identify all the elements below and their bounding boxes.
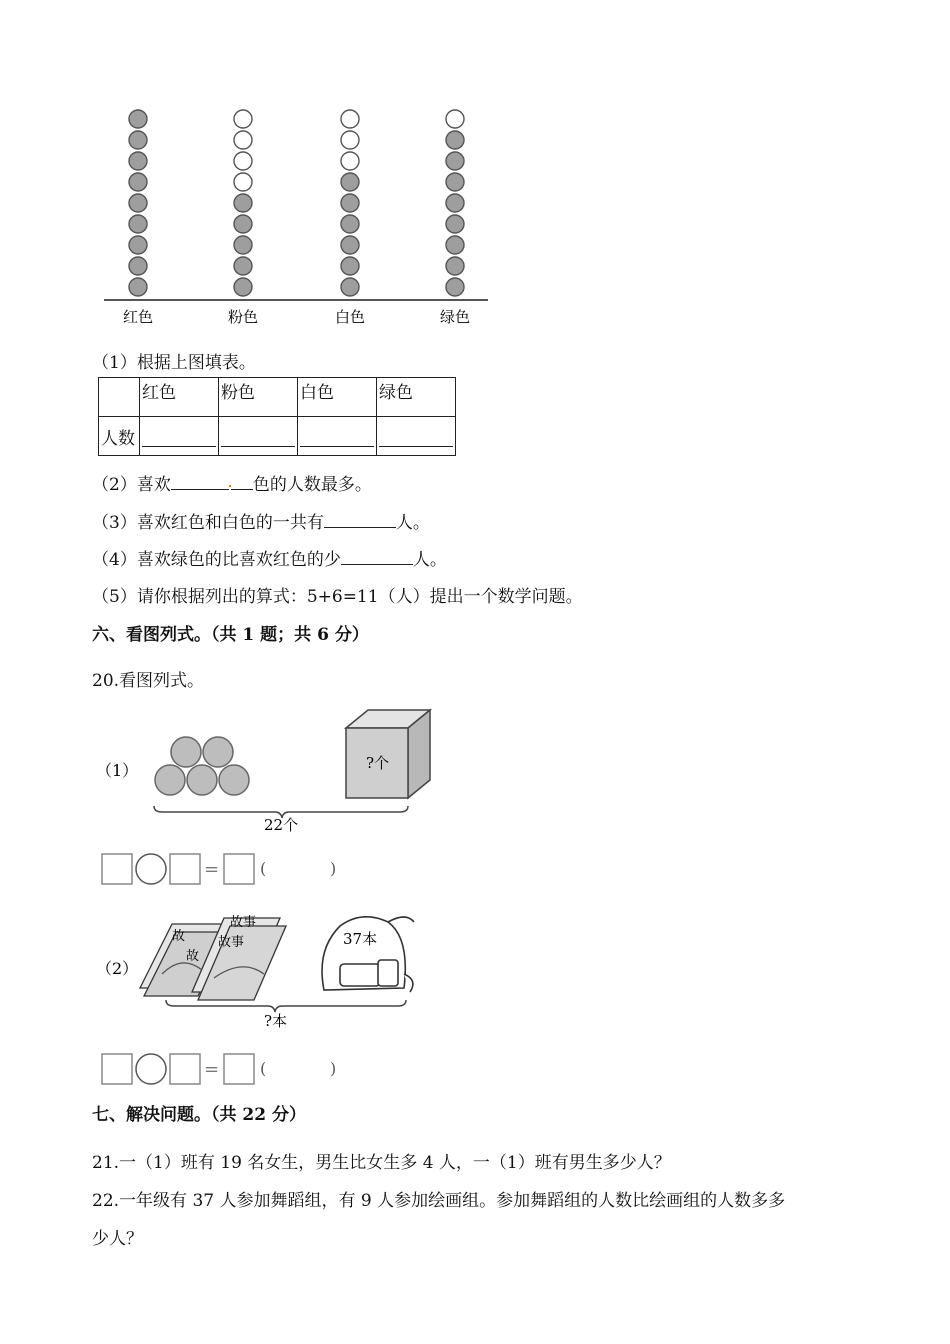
answer-box[interactable] xyxy=(170,854,200,884)
bead-filled xyxy=(446,131,464,149)
q19-part2 xyxy=(92,470,372,495)
equals-sign: = xyxy=(204,859,220,880)
bead-filled xyxy=(341,215,359,233)
box-label: ?个 xyxy=(366,754,390,772)
bead-filled xyxy=(341,194,359,212)
figure-2 xyxy=(92,904,452,1090)
bead-filled xyxy=(129,257,147,275)
bead-filled xyxy=(234,257,252,275)
table-row-label: 人数 xyxy=(99,417,140,456)
bead-filled xyxy=(129,194,147,212)
answer-box[interactable] xyxy=(224,1054,254,1084)
bead-filled xyxy=(446,215,464,233)
bead-filled xyxy=(234,236,252,254)
q19-part4-text: （4）喜欢绿色的比喜欢红色的少 xyxy=(92,550,341,570)
section6-heading: 六、看图列式。（共 1 题；共 6 分） xyxy=(92,625,369,645)
answer-blank-2b[interactable] xyxy=(231,475,253,490)
total-label: ?本 xyxy=(264,1012,288,1030)
answer-box[interactable] xyxy=(170,1054,200,1084)
ball xyxy=(219,765,249,795)
bead-filled xyxy=(341,257,359,275)
bead-filled xyxy=(446,194,464,212)
bead-empty xyxy=(446,110,464,128)
backpack-label: 37本 xyxy=(343,930,378,948)
answer-blank-4[interactable] xyxy=(341,550,413,565)
answer-cell-white[interactable] xyxy=(298,417,377,456)
bead-filled xyxy=(341,173,359,191)
book-title-2: 故 xyxy=(172,929,186,944)
figure-1 xyxy=(92,706,452,896)
q19-part1: （1）根据上图填表。 xyxy=(92,353,256,373)
category-label: 粉色 xyxy=(227,308,259,326)
bead-chart xyxy=(100,98,492,330)
figure1-label: （1） xyxy=(96,761,139,780)
bead-filled xyxy=(129,236,147,254)
answer-cell-red[interactable] xyxy=(140,417,219,456)
bead-filled xyxy=(341,278,359,296)
close-paren: ) xyxy=(330,859,337,878)
figure2-label: （2） xyxy=(96,959,139,978)
bead-empty xyxy=(234,110,252,128)
answer-cell-pink[interactable] xyxy=(219,417,298,456)
bead-filled xyxy=(129,278,147,296)
total-brace xyxy=(166,1000,406,1012)
bead-filled xyxy=(234,278,252,296)
operator-circle[interactable] xyxy=(136,854,166,884)
bead-empty xyxy=(341,110,359,128)
q19-part2-text: （2）喜欢 xyxy=(92,475,171,495)
q19-part3-tail: 人。 xyxy=(395,513,430,533)
equals-sign: = xyxy=(204,1059,220,1080)
category-label: 红色 xyxy=(122,308,154,326)
bead-filled xyxy=(129,110,147,128)
bead-filled xyxy=(129,131,147,149)
book-title-3: 故事 xyxy=(218,935,245,950)
fill-table xyxy=(98,377,456,456)
q19-part4 xyxy=(92,545,447,570)
book-title-4: 故 xyxy=(186,949,200,964)
bead-filled xyxy=(446,236,464,254)
bead-empty xyxy=(234,152,252,170)
ball xyxy=(203,737,233,767)
table-header-red: 红色 xyxy=(140,378,219,417)
book-stack xyxy=(140,918,286,1000)
answer-blank-2[interactable] xyxy=(171,475,229,490)
bead-filled xyxy=(234,194,252,212)
table-header-green: 绿色 xyxy=(377,378,456,417)
answer-box[interactable] xyxy=(224,854,254,884)
section7-heading: 七、解决问题。（共 22 分） xyxy=(92,1105,306,1125)
q19-part2-tail: 色的人数最多。 xyxy=(252,475,372,495)
bead-filled xyxy=(129,215,147,233)
total-label: 22个 xyxy=(264,816,299,834)
answer-box[interactable] xyxy=(102,854,132,884)
close-paren: ) xyxy=(330,1059,337,1078)
bead-filled xyxy=(341,236,359,254)
q19-part4-tail: 人。 xyxy=(412,550,447,570)
q20-title: 20.看图列式。 xyxy=(92,671,205,691)
answer-box[interactable] xyxy=(102,1054,132,1084)
table-header-pink: 粉色 xyxy=(219,378,298,417)
category-label: 绿色 xyxy=(439,308,471,326)
answer-cell-green[interactable] xyxy=(377,417,456,456)
equation-row-1 xyxy=(102,854,336,884)
backpack-icon xyxy=(322,917,414,992)
bead-empty xyxy=(341,152,359,170)
table-corner xyxy=(99,378,140,417)
q21: 21.一（1）班有 19 名女生，男生比女生多 4 人，一（1）班有男生多少人？ xyxy=(92,1153,671,1173)
bead-empty xyxy=(234,131,252,149)
bead-filled xyxy=(446,257,464,275)
operator-circle[interactable] xyxy=(136,1054,166,1084)
bead-filled xyxy=(129,152,147,170)
open-paren: ( xyxy=(260,1059,267,1078)
book-title-1: 故事 xyxy=(230,915,257,930)
bead-filled xyxy=(446,278,464,296)
bead-filled xyxy=(234,215,252,233)
answer-blank-3[interactable] xyxy=(324,513,396,528)
category-label: 白色 xyxy=(334,308,366,326)
q19-part3 xyxy=(92,508,430,533)
bead-filled xyxy=(129,173,147,191)
q19-part5: （5）请你根据列出的算式：5+6=11（人）提出一个数学问题。 xyxy=(92,587,583,607)
q22-line1: 22.一年级有 37 人参加舞蹈组，有 9 人参加绘画组。参加舞蹈组的人数比绘画组的人数多多 xyxy=(92,1191,786,1211)
ball xyxy=(155,765,185,795)
q22-line2: 少人？ xyxy=(92,1229,143,1249)
ball xyxy=(171,737,201,767)
q19-part3-text: （3）喜欢红色和白色的一共有 xyxy=(92,513,324,533)
bead-filled xyxy=(446,173,464,191)
ball xyxy=(187,765,217,795)
open-paren: ( xyxy=(260,859,267,878)
bead-empty xyxy=(341,131,359,149)
equation-row-2 xyxy=(102,1054,336,1084)
bead-filled xyxy=(446,152,464,170)
bead-empty xyxy=(234,173,252,191)
table-header-white: 白色 xyxy=(298,378,377,417)
